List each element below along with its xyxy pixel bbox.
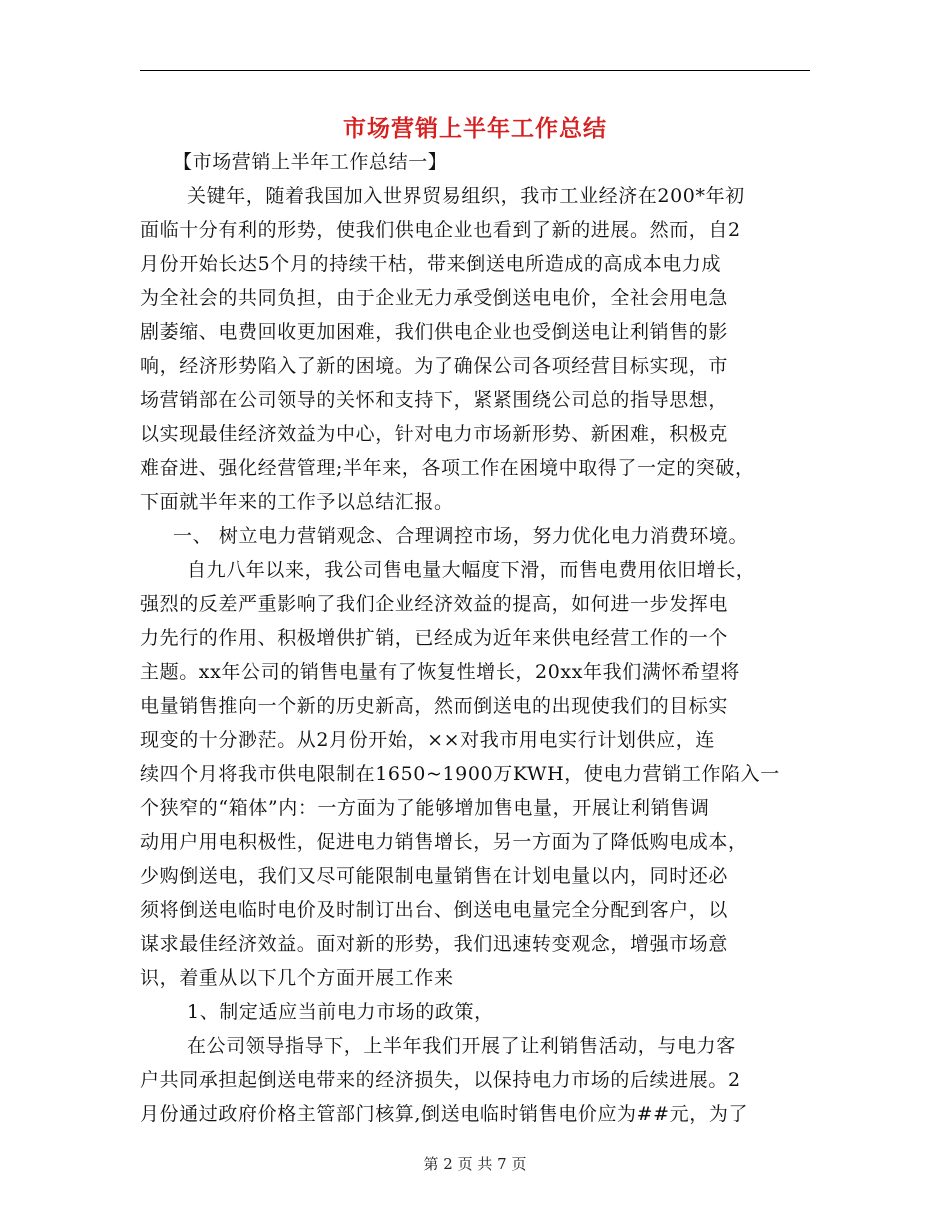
paragraph-line: 为全社会的共同负担，由于企业无力承受倒送电电价，全社会用电急 <box>140 287 729 309</box>
paragraph-line: 面临十分有利的形势，使我们供电企业也看到了新的进展。然而，自2 <box>140 219 741 241</box>
list-item-heading: 1、制定适应当前电力市场的政策， <box>187 1001 494 1023</box>
paragraph-line: 自九八年以来，我公司售电量大幅度下滑，而售电费用依旧增长， <box>187 559 756 581</box>
paragraph-line: 个狭窄的“箱体”内：一方面为了能够增加售电量，开展让利销售调 <box>140 797 710 819</box>
paragraph-line: 响，经济形势陷入了新的困境。为了确保公司各项经营目标实现，市 <box>140 355 729 377</box>
paragraph-line: 下面就半年来的工作予以总结汇报。 <box>140 491 454 513</box>
paragraph-line: 难奋进、强化经营管理;半年来，各项工作在困境中取得了一定的突破， <box>140 457 755 479</box>
paragraph-line: 以实现最佳经济效益为中心，针对电力市场新形势、新困难，积极克 <box>140 423 729 445</box>
subsection-heading: 一、 树立电力营销观念、合理调控市场，努力优化电力消费环境。 <box>173 525 749 547</box>
paragraph-line: 续四个月将我市供电限制在1650~1900万KWH，使电力营销工作陷入一 <box>140 763 780 785</box>
paragraph-line: 主题。xx年公司的销售电量有了恢复性增长，20xx年我们满怀希望将 <box>140 661 740 683</box>
paragraph-line: 识，着重从以下几个方面开展工作来 <box>140 967 454 989</box>
document-title: 市场营销上半年工作总结 <box>343 116 607 142</box>
paragraph-line: 剧萎缩、电费回收更加困难，我们供电企业也受倒送电让利销售的影 <box>140 321 729 343</box>
header-rule <box>140 70 810 71</box>
section-heading: 【市场营销上半年工作总结一】 <box>173 151 448 173</box>
paragraph-line: 须将倒送电临时电价及时制订出台、倒送电电量完全分配到客户，以 <box>140 899 729 921</box>
paragraph-line: 月份开始长达5个月的持续干枯，带来倒送电所造成的高成本电力成 <box>140 253 722 275</box>
paragraph-line: 月份通过政府价格主管部门核算,倒送电临时销售电价应为##元，为了 <box>140 1103 749 1125</box>
paragraph-line: 现变的十分渺茫。从2月份开始，××对我市用电实行计划供应，连 <box>140 729 715 751</box>
paragraph-line: 动用户用电积极性，促进电力销售增长，另一方面为了降低购电成本， <box>140 831 748 853</box>
paragraph-line: 场营销部在公司领导的关怀和支持下，紧紧围绕公司总的指导思想， <box>140 389 729 411</box>
paragraph-line: 在公司领导指导下，上半年我们开展了让利销售活动，与电力客 <box>187 1035 736 1057</box>
paragraph-line: 力先行的作用、积极增供扩销，已经成为近年来供电经营工作的一个 <box>140 627 729 649</box>
paragraph-line: 电量销售推向一个新的历史新高，然而倒送电的出现使我们的目标实 <box>140 695 729 717</box>
paragraph-line: 关键年，随着我国加入世界贸易组织，我市工业经济在200*年初 <box>187 185 745 207</box>
paragraph-line: 强烈的反差严重影响了我们企业经济效益的提高，如何进一步发挥电 <box>140 593 729 615</box>
page-number-footer: 第 2 页 共 7 页 <box>423 1155 527 1173</box>
paragraph-line: 户共同承担起倒送电带来的经济损失，以保持电力市场的后续进展。2 <box>140 1069 741 1091</box>
paragraph-line: 谋求最佳经济效益。面对新的形势，我们迅速转变观念，增强市场意 <box>140 933 729 955</box>
paragraph-line: 少购倒送电，我们又尽可能限制电量销售在计划电量以内，同时还必 <box>140 865 729 887</box>
